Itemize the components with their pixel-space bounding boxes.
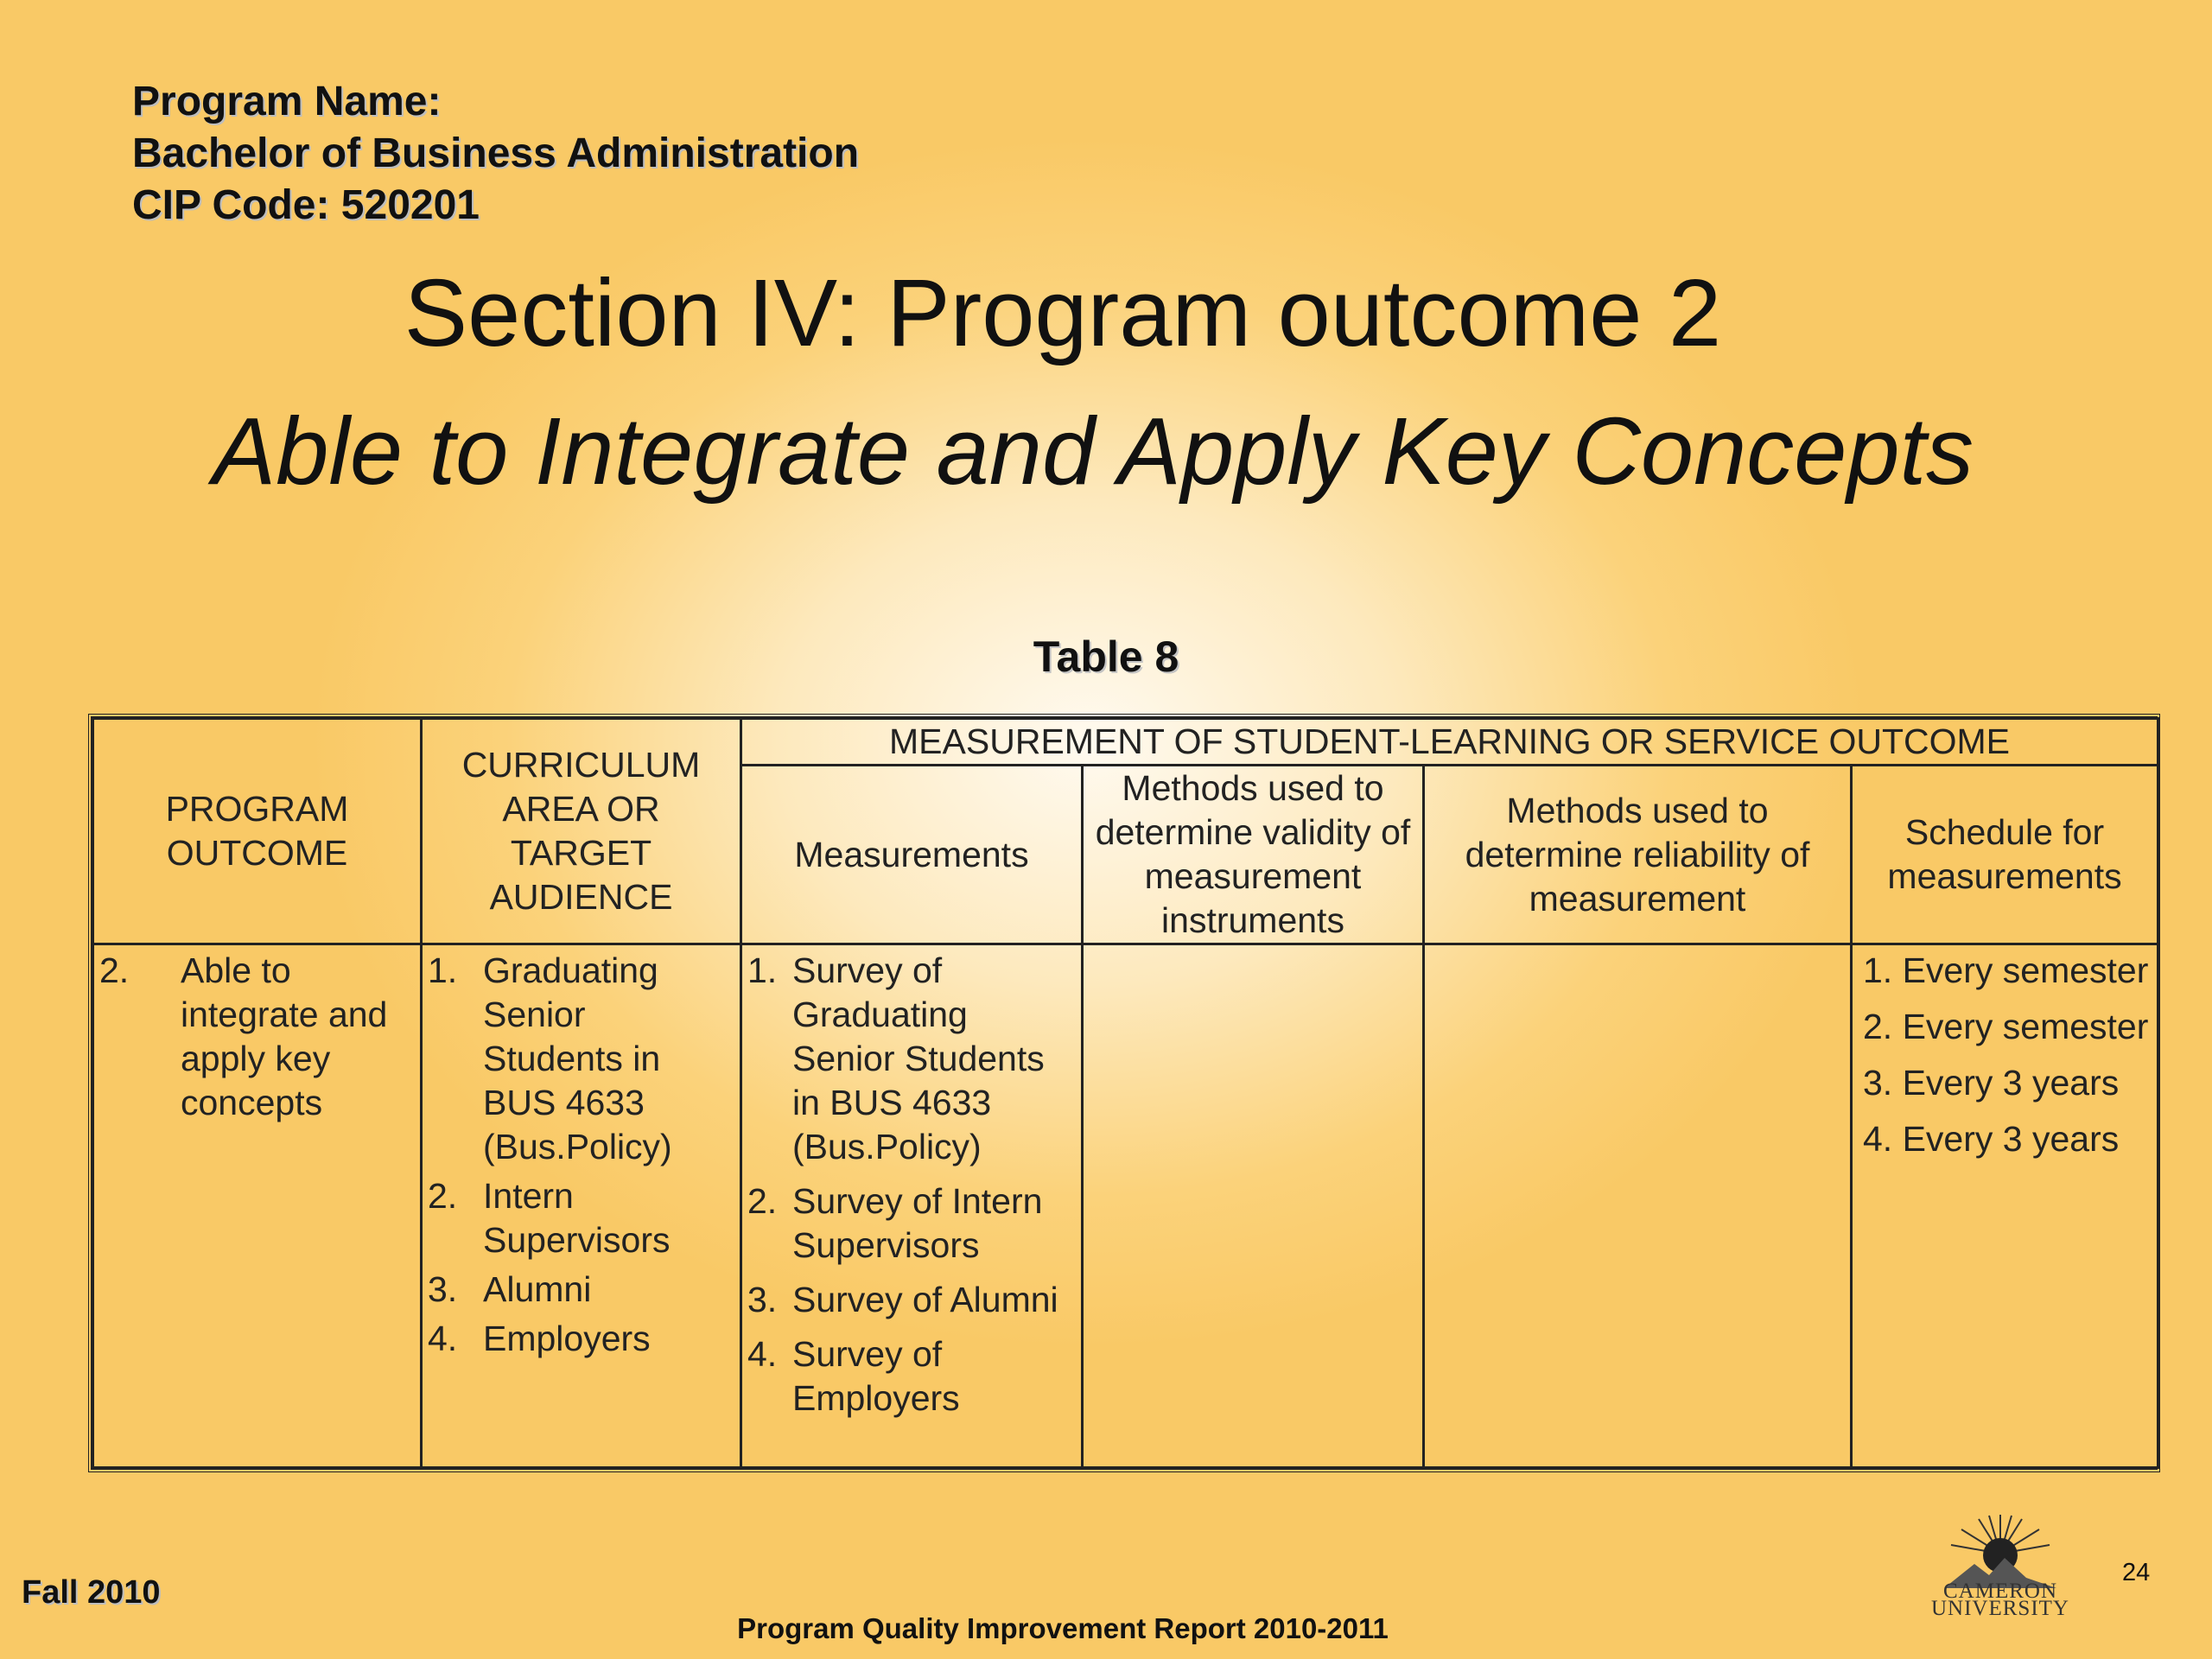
header-measurements: Measurements xyxy=(741,766,1083,944)
list-item xyxy=(428,1174,734,1262)
footer-term: Fall 2010 xyxy=(22,1574,161,1611)
item-number: 3. xyxy=(428,1269,458,1309)
cell-schedule xyxy=(1852,944,2158,1468)
list-item xyxy=(747,949,1076,1169)
list-item xyxy=(747,1179,1076,1268)
item-text: Survey of Alumni xyxy=(792,1280,1058,1319)
cell-program-outcome xyxy=(93,944,422,1468)
header-measurement-group: MEASUREMENT OF STUDENT-LEARNING OR SERVICE OUTCOME xyxy=(741,719,2158,766)
cell-measurements xyxy=(741,944,1083,1468)
item-number: 2. xyxy=(428,1176,458,1216)
outcome-text: Able to integrate and apply key concepts xyxy=(181,950,388,1122)
item-text: Survey of Intern Supervisors xyxy=(792,1181,1043,1265)
list-item xyxy=(99,949,415,1125)
item-text: Graduating Senior Students in BUS 4633 (Bus.Policy) xyxy=(483,950,672,1166)
list-item xyxy=(747,1278,1076,1322)
item-number: 4. xyxy=(747,1334,778,1374)
list-item xyxy=(428,949,734,1169)
logo-text-line-2: UNIVERSITY xyxy=(1931,1597,2069,1620)
header-curriculum: CURRICULUM AREA OR TARGET AUDIENCE xyxy=(422,719,741,944)
item-text: Alumni xyxy=(483,1269,592,1309)
program-name-label: Program Name: xyxy=(132,79,442,124)
item-number: 3. xyxy=(747,1280,778,1319)
list-item: 2. Every semester xyxy=(1863,1007,2149,1046)
table-caption: Table 8 xyxy=(1033,632,1179,681)
header-validity: Methods used to determine validity of measurement instruments xyxy=(1083,766,1424,944)
header-schedule: Schedule for measurements xyxy=(1852,766,2158,944)
logo-text-line-1: CAMERON xyxy=(1942,1580,2057,1603)
header-reliability: Methods used to determine reliability of measurement xyxy=(1424,766,1852,944)
footer-report-title: Program Quality Improvement Report 2010-2011 xyxy=(737,1612,1389,1644)
item-number: 2. xyxy=(747,1181,778,1221)
item-number: 1. xyxy=(428,950,458,990)
item-text: Employers xyxy=(483,1319,651,1358)
program-header xyxy=(132,76,859,232)
list-item: 4. Every 3 years xyxy=(1863,1119,2120,1159)
list-item xyxy=(747,1332,1076,1421)
item-number: 1. xyxy=(747,950,778,990)
logo-wordmark xyxy=(1927,1580,2074,1620)
list-item: 1. Every semester xyxy=(1863,950,2149,990)
cell-validity xyxy=(1083,944,1424,1468)
cell-curriculum xyxy=(422,944,741,1468)
section-title: Section IV: Program outcome 2 xyxy=(404,260,1722,366)
item-number: 4. xyxy=(428,1319,458,1358)
header-program-outcome: PROGRAM OUTCOME xyxy=(93,719,422,944)
cell-reliability xyxy=(1424,944,1852,1468)
page-number: 24 xyxy=(2122,1559,2151,1586)
section-subtitle: Able to Integrate and Apply Key Concepts xyxy=(212,398,1974,505)
list-item: 3. Every 3 years xyxy=(1863,1063,2120,1103)
outcome-table xyxy=(92,717,2159,1469)
outcome-number: 2. xyxy=(99,950,130,990)
item-text: Survey of Graduating Senior Students in BUS 4633 (Bus.Policy) xyxy=(792,950,1045,1166)
cip-code: CIP Code: 520201 xyxy=(132,182,480,228)
outcome-table-frame xyxy=(88,714,2160,1472)
list-item xyxy=(428,1317,734,1361)
program-name: Bachelor of Business Administration xyxy=(132,130,860,176)
list-item xyxy=(428,1268,734,1312)
item-text: Intern Supervisors xyxy=(483,1176,671,1260)
item-text: Survey of Employers xyxy=(792,1334,960,1418)
